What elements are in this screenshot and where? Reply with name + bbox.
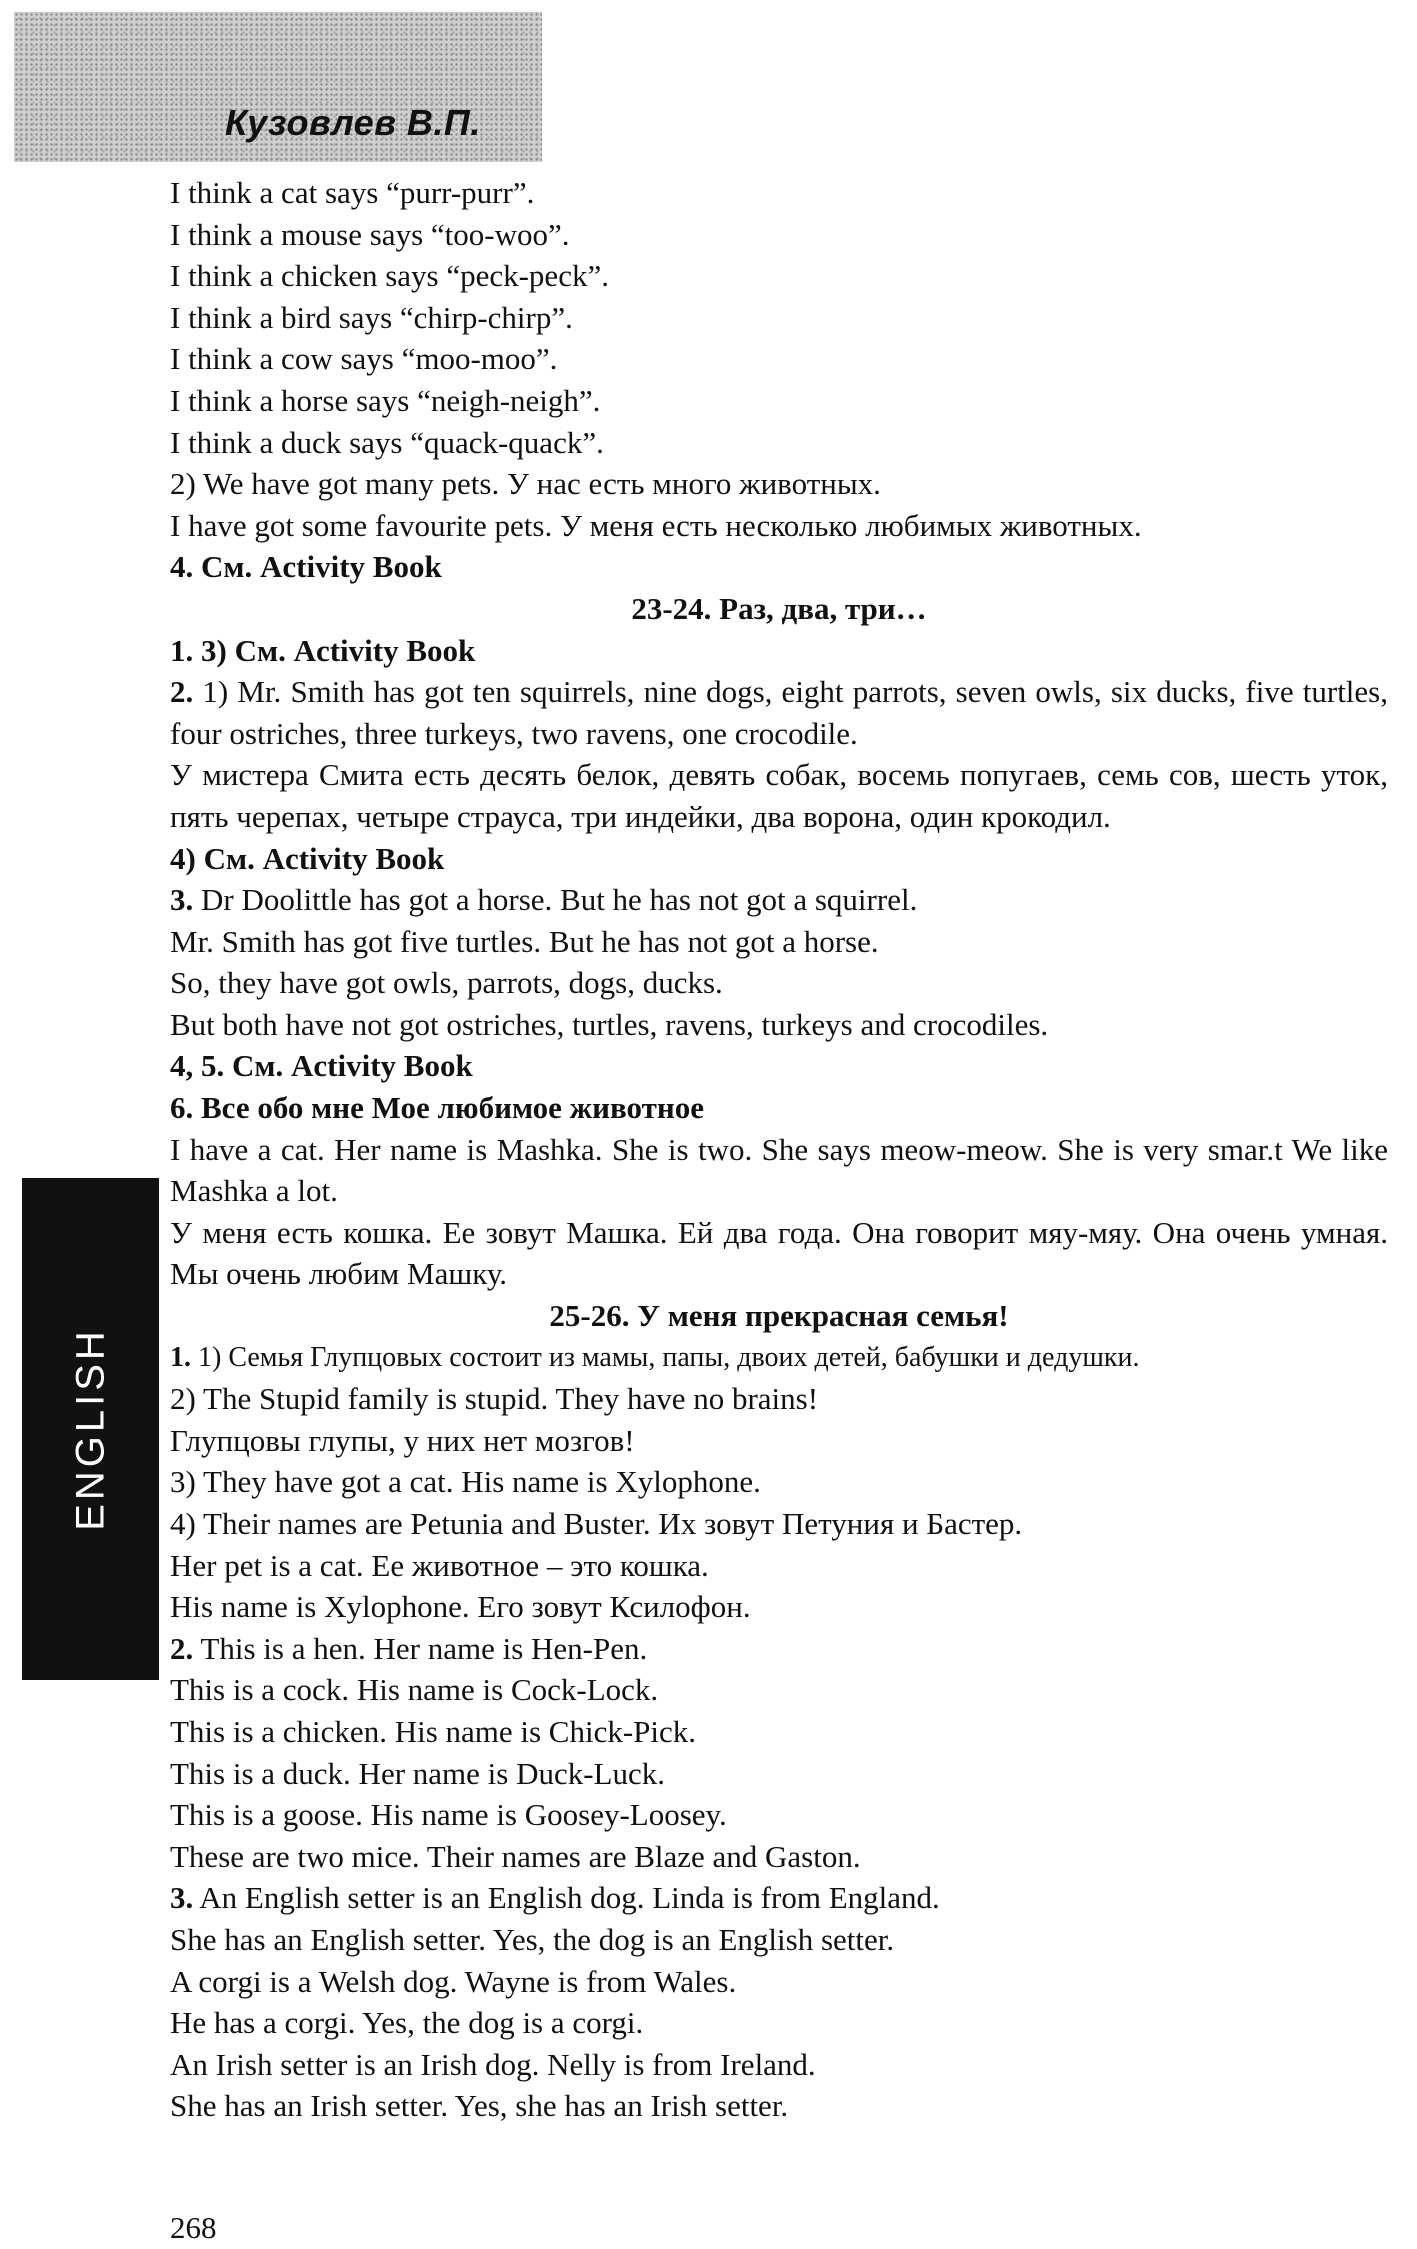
line-text: 2) We have got many pets. У нас есть много животных.: [170, 466, 881, 502]
item-number: 1. 3) См. Activity Book: [170, 632, 476, 668]
line-text: I think a horse says “neigh-neigh”.: [170, 382, 601, 418]
line-text: I have got some favourite pets. У меня есть несколько любимых животных.: [170, 507, 1142, 543]
item-number: 2.: [170, 674, 194, 710]
item-number: 1.: [170, 1341, 191, 1373]
line-text: So, they have got owls, parrots, dogs, ducks.: [170, 965, 723, 1001]
item-number: 3.: [170, 882, 194, 918]
text-line: [170, 1669, 1388, 1711]
text-line: [170, 463, 1388, 505]
text-line: [170, 338, 1388, 380]
text-line: [170, 1919, 1388, 1961]
side-tab-label: ENGLISH: [68, 1327, 112, 1531]
text-line: [170, 1503, 1388, 1545]
line-text: He has a corgi. Yes, the dog is a corgi.: [170, 2005, 644, 2041]
line-text: I have a cat. Her name is Mashka. She is two. She says meow-meow. She is very smar.t We like Mashka a lot.: [170, 1131, 1388, 1209]
page-body: [170, 172, 1388, 2127]
line-text: But both have not got ostriches, turtles, ravens, turkeys and crocodiles.: [170, 1006, 1049, 1042]
line-text: An English setter is an English dog. Linda is from England.: [193, 1880, 940, 1916]
text-line: [170, 1877, 1388, 1919]
item-number: 3.: [170, 1880, 194, 1916]
line-text: 4) Their names are Petunia and Buster. Их зовут Петуния и Бастер.: [170, 1506, 1023, 1541]
text-line: [170, 546, 1388, 588]
text-line: [170, 671, 1388, 754]
text-line: [170, 214, 1388, 256]
line-text: This is a duck. Her name is Duck-Luck.: [170, 1755, 666, 1791]
text-line: [170, 380, 1388, 422]
author-name: Кузовлев В.П.: [225, 102, 481, 143]
line-text: A corgi is a Welsh dog. Wayne is from Wales.: [170, 1963, 737, 1999]
line-text: У меня есть кошка. Ее зовут Машка. Ей два года. Она говорит мяу-мяу. Она очень умная. Мы очень любим Машку.: [170, 1214, 1388, 1292]
item-number: 4) См. Activity Book: [170, 840, 445, 876]
line-text: I think a duck says “quack-quack”.: [170, 424, 604, 460]
line-text: Mr. Smith has got five turtles. But he has not got a horse.: [170, 923, 879, 959]
text-line: [170, 838, 1388, 880]
text-line: [170, 1711, 1388, 1753]
text-line: [170, 630, 1388, 672]
line-text: У мистера Смита есть десять белок, девять собак, восемь попугаев, семь сов, шесть уток, пять черепах, четыре страуса, три индейки, два ворона, один крокодил.: [170, 757, 1388, 834]
line-text: His name is Xylophone. Его зовут Ксилофон.: [170, 1589, 751, 1625]
line-text: She has an Irish setter. Yes, she has an Irish setter.: [170, 2088, 789, 2124]
text-line: [170, 1129, 1388, 1212]
line-text: I think a cat says “purr-purr”.: [170, 175, 535, 210]
line-text: I think a mouse says “too-woo”.: [170, 216, 570, 252]
text-line: [170, 962, 1388, 1004]
text-line: [170, 1961, 1388, 2003]
text-line: [170, 1836, 1388, 1878]
line-text: This is a chicken. His name is Chick-Pick.: [170, 1713, 697, 1749]
text-line: [170, 1628, 1388, 1670]
line-text: Her pet is a cat. Ее животное – это кошка.: [170, 1547, 709, 1583]
line-text: This is a cock. His name is Cock-Lock.: [170, 1672, 659, 1708]
text-line: [170, 1461, 1388, 1503]
line-text: I think a chicken says “peck-peck”.: [170, 258, 609, 294]
text-line: [170, 1753, 1388, 1795]
text-line: [170, 1420, 1388, 1462]
text-line: [170, 2044, 1388, 2086]
line-text: I think a bird says “chirp-chirp”.: [170, 299, 573, 335]
line-text: Dr Doolittle has got a horse. But he has not got a squirrel.: [193, 882, 918, 918]
line-text: I think a cow says “moo-moo”.: [170, 341, 558, 377]
line-text: This is a hen. Her name is Hen-Pen.: [193, 1630, 648, 1666]
text-line: [170, 255, 1388, 297]
text-line: [170, 879, 1388, 921]
line-text: She has an English setter. Yes, the dog is an English setter.: [170, 1921, 895, 1957]
text-line: [170, 505, 1388, 547]
page-number: 268: [170, 2210, 217, 2245]
text-line: [170, 2085, 1388, 2127]
text-line: [170, 422, 1388, 464]
text-line: [170, 1794, 1388, 1836]
text-line: [170, 1087, 1388, 1129]
text-line: [170, 1212, 1388, 1295]
text-line: [170, 1545, 1388, 1587]
line-text: 3) They have got a cat. His name is Xylophone.: [170, 1464, 761, 1500]
line-text: 1) Mr. Smith has got ten squirrels, nine dogs, eight parrots, seven owls, six ducks, five turtles, four ostriches, three turkeys, two ravens, one crocodile.: [170, 674, 1388, 751]
text-line: [170, 1045, 1388, 1087]
side-tab: [22, 1178, 159, 1680]
line-text: 1) Семья Глупцовых состоит из мамы, папы, двоих детей, бабушки и дедушки.: [191, 1341, 1140, 1373]
text-line: [170, 1378, 1388, 1420]
section-heading: 25-26. У меня прекрасная семья!: [549, 1298, 1009, 1334]
line-text: This is a goose. His name is Goosey-Loosey.: [170, 1797, 727, 1833]
section-heading: 23-24. Раз, два, три…: [631, 590, 927, 626]
text-line: [170, 2002, 1388, 2044]
item-number: 6. Все обо мне Мое любимое животное: [170, 1090, 704, 1126]
text-line: [170, 1004, 1388, 1046]
line-text: An Irish setter is an Irish dog. Nelly is from Ireland.: [170, 2046, 816, 2082]
line-text: 2) The Stupid family is stupid. They have no brains!: [170, 1381, 819, 1417]
text-line: [170, 172, 1388, 214]
line-text: Глупцовы глупы, у них нет мозгов!: [170, 1422, 635, 1458]
text-line: [170, 921, 1388, 963]
item-number: 2.: [170, 1630, 194, 1666]
item-number: 4, 5. См. Activity Book: [170, 1048, 473, 1084]
text-line: [170, 297, 1388, 339]
text-line: [170, 754, 1388, 837]
item-number: 4. См. Activity Book: [170, 549, 442, 585]
text-line: [170, 1586, 1388, 1628]
text-line: [170, 1337, 1388, 1379]
line-text: These are two mice. Their names are Blaze and Gaston.: [170, 1838, 861, 1874]
